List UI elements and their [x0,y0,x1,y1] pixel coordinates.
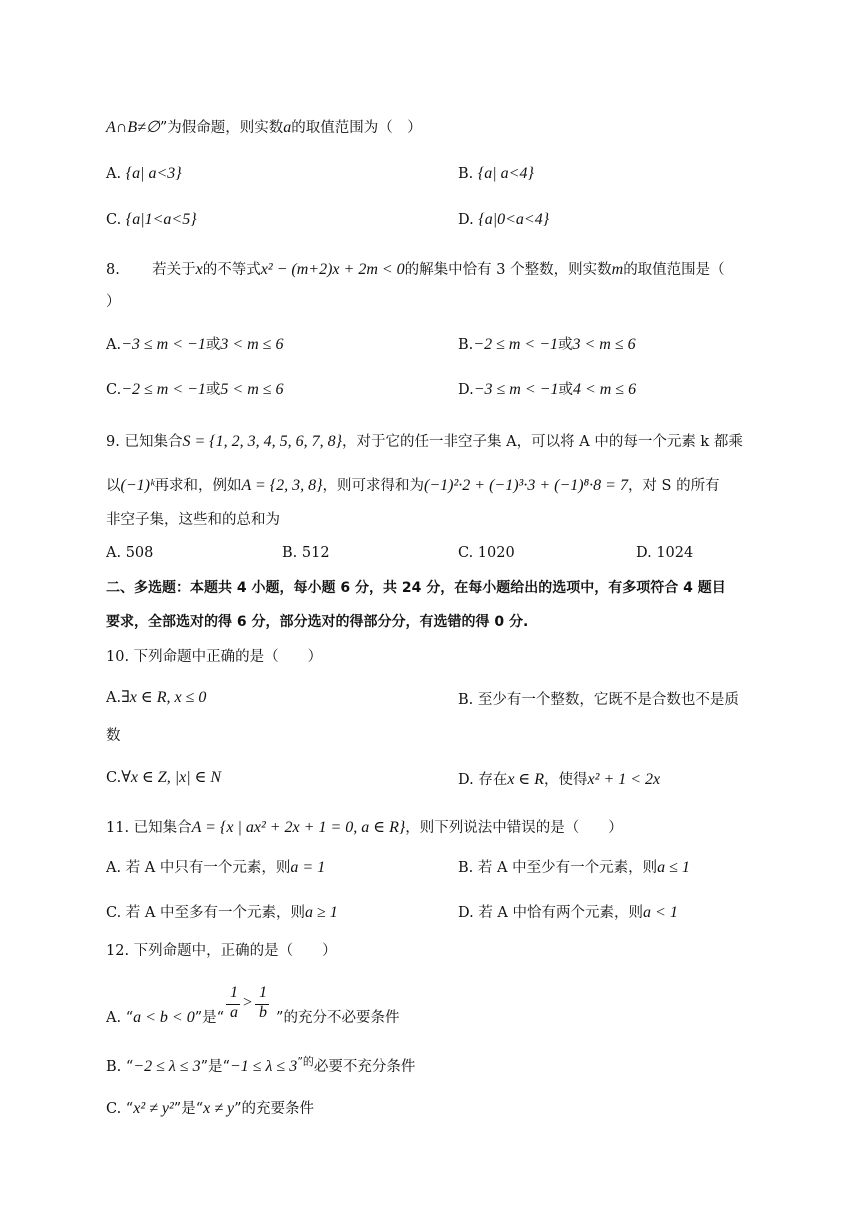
section2-heading-line1: 二、多选题：本题共 4 小题，每小题 6 分，共 24 分，在每小题给出的选项中，有多项符合 4 题目 [106,580,726,596]
q9-option-c[interactable]: C. 1020 [458,545,515,561]
q10-option-b-wrap: 数 [106,728,121,744]
q11-stem: 11. 已知集合A = {x | ax² + 2x + 1 = 0, a ∈ R}，则下列说法中错误的是（ ） [106,819,623,836]
q11-option-d[interactable]: D. 若 A 中恰有两个元素，则a < 1 [458,904,678,921]
q12-frac2-num: 1 [259,984,267,1001]
q9-option-d[interactable]: D. 1024 [636,545,694,561]
q8-inequality: x² − (m+2)x + 2m < 0 [260,261,405,278]
q9-option-b[interactable]: B. 512 [282,545,330,561]
q9-set-a: A = {2, 3, 8} [241,477,323,494]
q12-frac1-den: a [230,1004,238,1021]
q7-tail: A∩B≠∅”为假命题，则实数a的取值范围为（ ） [106,119,422,136]
q10-option-d[interactable]: D. 存在x ∈ R，使得x² + 1 < 2x [458,771,661,788]
q8-stem: 8. 若关于x的不等式x² − (m+2)x + 2m < 0的解集中恰有 3 个整数，则实数m的取值范围是（ [106,261,725,278]
q10-option-c[interactable]: C.∀x ∈ Z, |x| ∈ N [106,769,222,786]
q9-stem-line2: 以(−1)ᵏ再求和，例如A = {2, 3, 8}，则可求得和为(−1)²·2 + (−1)³·3 + (−1)⁸·8 = 7，对 S 的所有 [106,477,720,494]
q9-option-a[interactable]: A. 508 [106,545,154,561]
q7-option-a[interactable]: A. {a| a<3} [106,165,182,182]
section2-heading-line2: 要求，全部选对的得 6 分，部分选对的得部分分，有选错的得 0 分. [106,614,529,630]
q8-option-d[interactable]: D.−3 ≤ m < −1或4 < m ≤ 6 [458,381,637,398]
q10-option-b[interactable]: B. 至少有一个整数，它既不是合数也不是质 [458,692,739,708]
q10-stem: 10. 下列命题中正确的是（ ） [106,649,323,665]
q8-option-b[interactable]: B.−2 ≤ m < −1或3 < m ≤ 6 [458,336,636,353]
q7-option-d[interactable]: D. {a|0<a<4} [458,211,550,228]
q11-option-b[interactable]: B. 若 A 中至少有一个元素，则a ≤ 1 [458,859,690,876]
q9-sum: (−1)²·2 + (−1)³·3 + (−1)⁸·8 = 7 [424,477,628,494]
q8-option-a[interactable]: A.−3 ≤ m < −1或3 < m ≤ 6 [106,336,284,353]
q12-frac2-den: b [259,1004,267,1021]
q12-option-c[interactable]: C. “x² ≠ y²”是“x ≠ y”的充要条件 [106,1100,315,1117]
q8-stem-wrap: ） [106,294,121,310]
q7-math: A∩B≠∅ [106,119,160,136]
q12-option-b[interactable]: B. “−2 ≤ λ ≤ 3”是“$-1 \le \lambda \le 3^{”的}$必要不充分条件 [106,1055,416,1075]
q12-option-a[interactable]: A. “a < b < 0”是“ ”的充分不必要条件 [106,1009,400,1026]
q11-set: A = {x | ax² + 2x + 1 = 0, a ∈ R} [191,819,406,836]
q12-frac1-num: 1 [230,984,238,1001]
q12-gt: > [243,994,253,1011]
q9-stem-line1: 9. 已知集合S = {1, 2, 3, 4, 5, 6, 7, 8}，对于它的任一非空子集 A，可以将 A 中的每一个元素 k 都乘 [106,433,743,450]
q10-option-a[interactable]: A.∃x ∈ R, x ≤ 0 [106,689,207,706]
q9-set-s: S = {1, 2, 3, 4, 5, 6, 7, 8} [182,433,343,450]
q9-stem-line3: 非空子集，这些和的总和为 [106,512,280,528]
q11-option-c[interactable]: C. 若 A 中至多有一个元素，则a ≥ 1 [106,904,338,921]
q7-option-b[interactable]: B. {a| a<4} [458,165,534,182]
q7-option-c[interactable]: C. {a|1<a<5} [106,211,197,228]
q12-stem: 12. 下列命题中，正确的是（ ） [106,943,337,959]
q8-option-c[interactable]: C.−2 ≤ m < −1或5 < m ≤ 6 [106,381,284,398]
q11-option-a[interactable]: A. 若 A 中只有一个元素，则a = 1 [106,859,326,876]
